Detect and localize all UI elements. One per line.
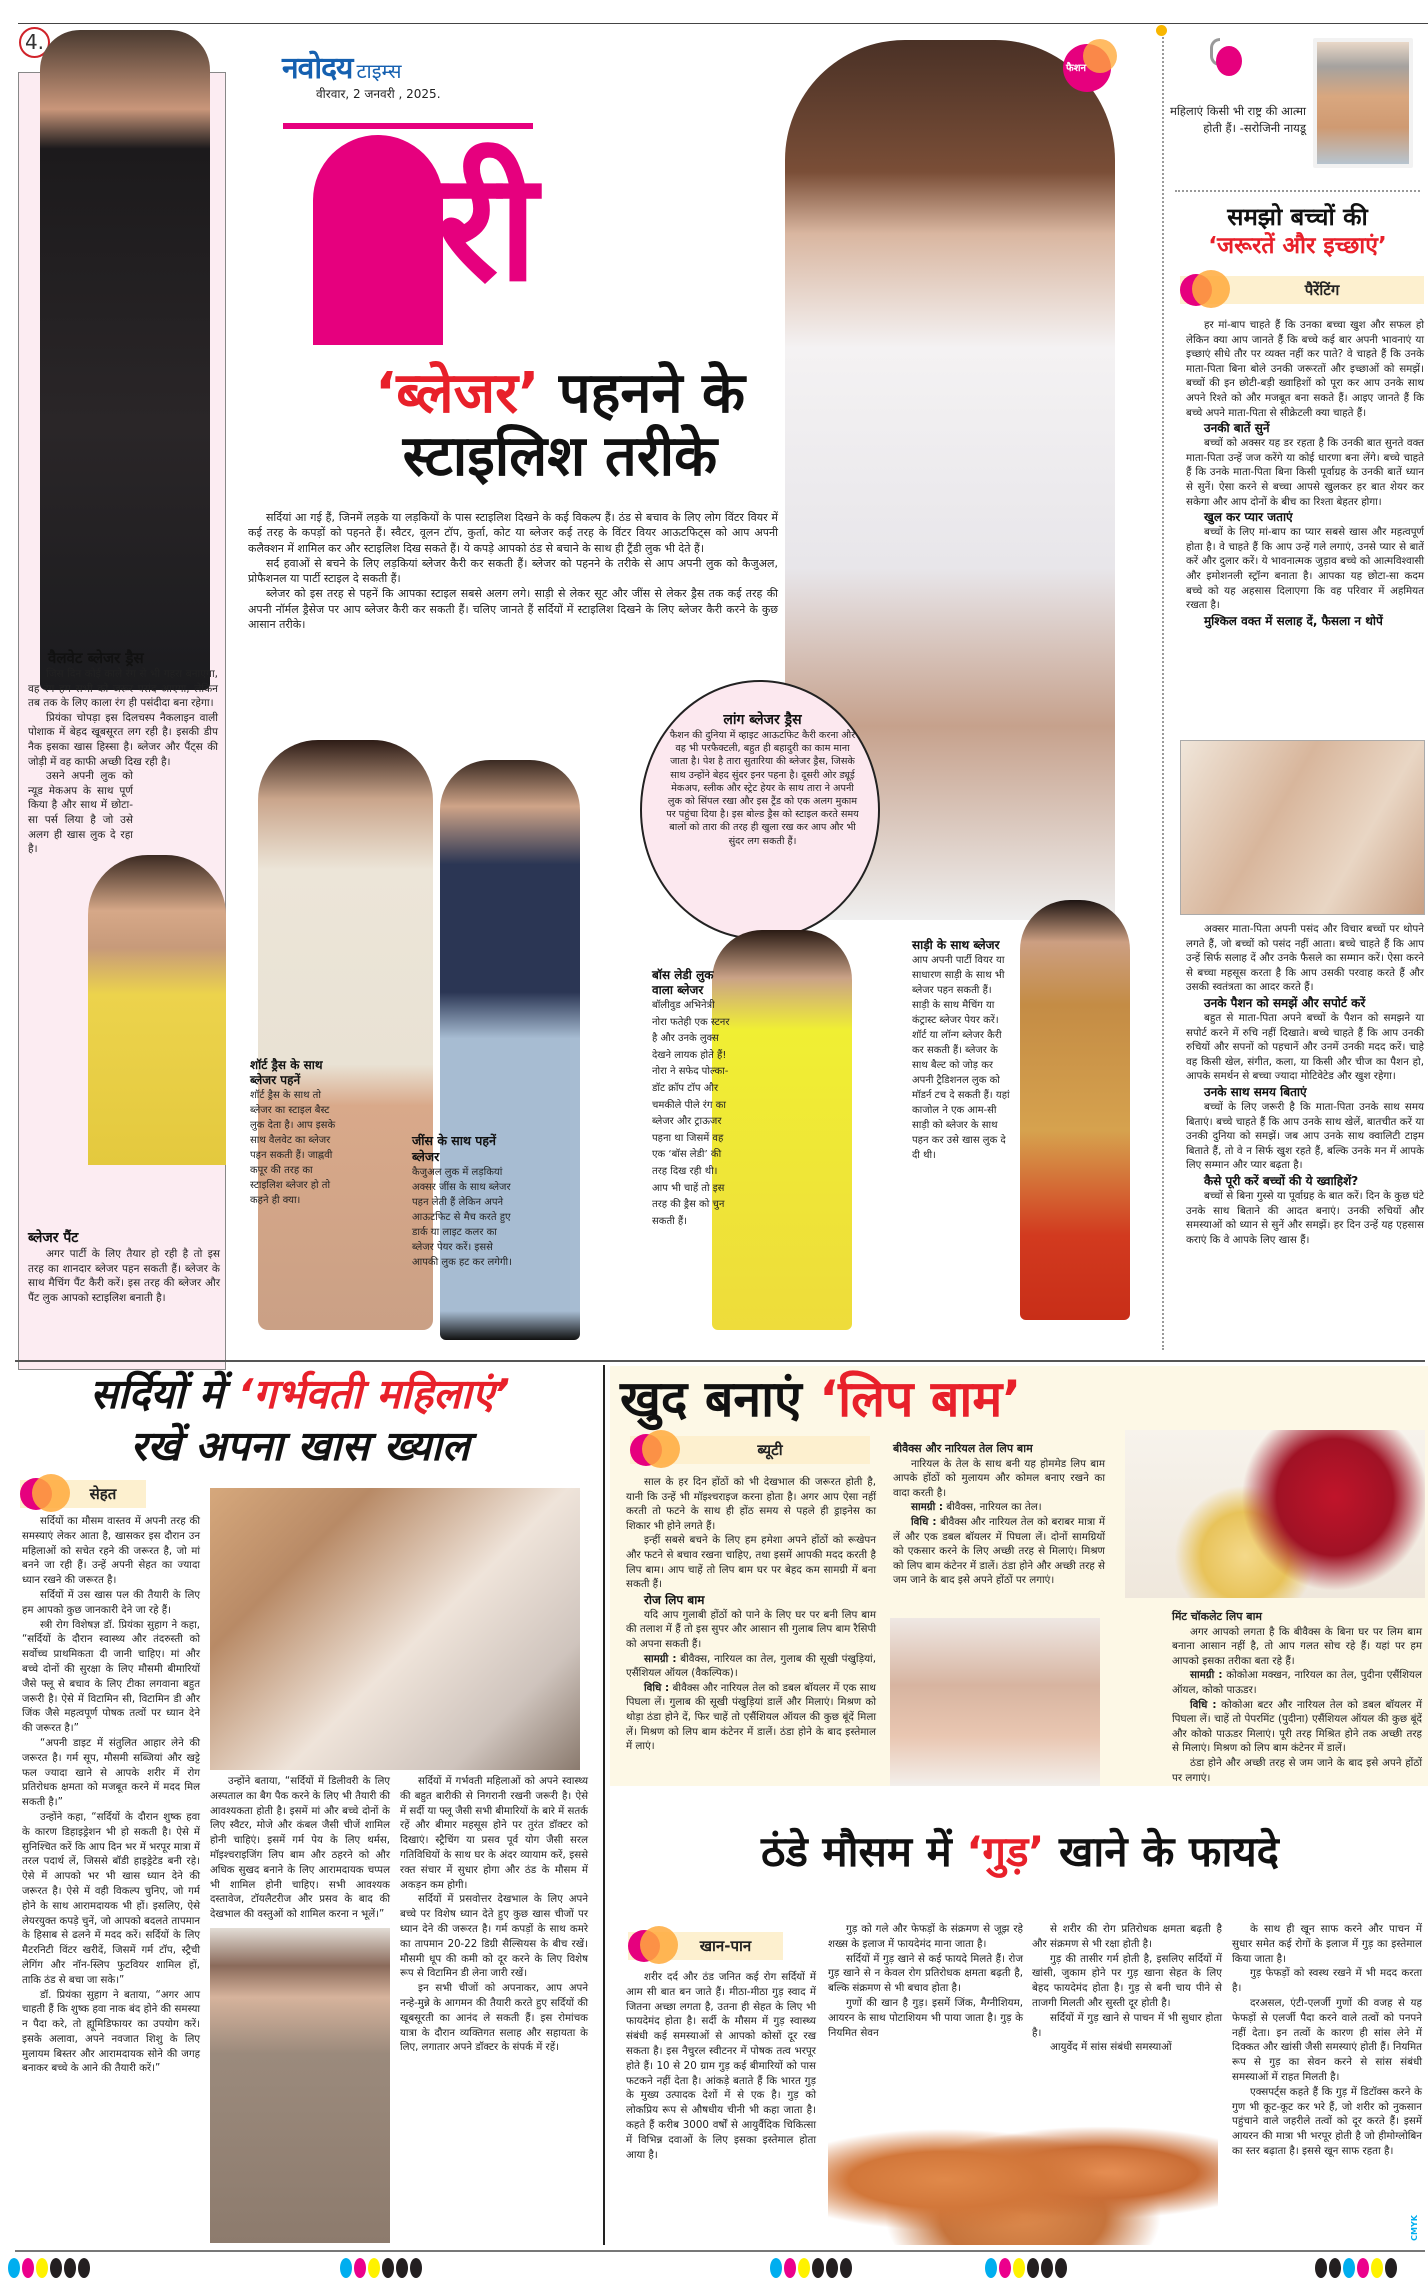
boss-lady-text: बॉलीवुड अभिनेत्री नोरा फतेही एक स्टनर है और उनके लुक्स देखने लायक होते हैं! नोरा ने सफेद पोल्का-डॉट क्रॉप टॉप और चमकीले पीले रंग का ब्लेजर और ट्राऊजर पहना था जिसमें वह एक ‘बॉस लेडी’ की तरह दिख रही थी। आप भी चाहें तो इस तरह की ड्रैस को चुन सकती हैं। <box>652 1000 730 1227</box>
long-blazer-section <box>665 712 860 848</box>
parenting-subhead: उनकी बातें सुनें <box>1204 421 1270 436</box>
headline-part: रखें अपना खास ख्याल <box>130 1422 470 1470</box>
recipe-title: मिंट चॉकलेट लिप बाम <box>1172 1610 1263 1623</box>
rose-balm-photo <box>1125 1430 1425 1598</box>
bottom-rule <box>15 2250 1425 2252</box>
recipe-title: रोज लिप बाम <box>644 1592 705 1607</box>
saree-title: साड़ी के साथ ब्लेजर <box>912 938 1000 952</box>
jeans-text: कैजुअल लुक में लड़कियां अक्सर जींस के साथ ब्लेजर पहन लेती हैं लेकिन अपने आऊटफिट से मैच करते हुए डार्क या लाइट कलर का ब्लेजर पेयर करें। इससे आपकी लुक हट कर लगेगी। <box>412 1167 512 1268</box>
jaggery-para: गुड़ की तासीर गर्म होती है, इसलिए सर्दियों में खांसी, जुकाम होने पर गुड़ खाना सेहत के लिए बेहद फायदेमंद होता है। गुड़ से बनी चाय पीने से ताजगी मिलती और सुस्ती दूर होती है। <box>1032 1952 1222 2009</box>
nora-photo <box>712 930 852 1330</box>
pregnancy-para: इन सभी चीजों को अपनाकर, आप अपने नन्हे-मुन्ने के आगमन की तैयारी करते हुए सर्दियों की खूबसूरती का आनंद ले सकती हैं। इस रोमांचक यात्रा के दौरान व्यक्तिगत सलाह और सहायता के लिए, लगातार अपने डॉक्टर के संपर्क में रहें। <box>400 1983 588 2054</box>
jaggery-para: गुड़ फेफड़ों को स्वस्थ रखने में भी मदद करता है। <box>1232 1967 1422 1995</box>
headline-part: पहनने के <box>558 361 746 426</box>
parenting-intro: हर मां-बाप चाहते हैं कि उनका बच्चा खुश और सफल हो लेकिन क्या आप जानते हैं कि बच्चे कई बार अपनी भावनाएं या इच्छाएं सीधे तौर पर व्यक्त नहीं कर पाते? वे चाहते हैं कि उनके माता-पिता बिना बोले उनकी जरूरतों और इच्छाओं को समझें। बच्चों की इन छोटी-बड़ी ख्वाहिशों को पूरा कर आप उनके साथ अपने रिश्ते को और मजबूत बना सकते हैं। आइए जानते हैं कि बच्चे अपने माता-पिता से सीक्रेटली क्या चाहते हैं। <box>1186 319 1424 419</box>
headline-part: सर्दियों में <box>90 1370 224 1418</box>
page-number: 4. <box>19 27 50 58</box>
sarojini-portrait <box>1313 38 1413 168</box>
registration-marks-1 <box>8 2258 92 2282</box>
headline-part: खाने के फायदे <box>1059 1827 1279 1876</box>
lipbalm-col1 <box>626 1475 876 1754</box>
parenting-subhead: खुल कर प्यार जताएं <box>1204 510 1293 525</box>
blazer-pant-section <box>28 1230 220 1305</box>
section-rule <box>15 1360 1425 1362</box>
pregnancy-para: स्त्री रोग विशेषज्ञ डॉ. प्रियंका सुहाग ने कहा, “सर्दियों के दौरान स्वास्थ्य और तंदरुस्ती को सर्वोच्च प्राथमिकता दी जानी चाहिए। मां और बच्चे दोनों की सुरक्षा के लिए मौसमी बीमारियों जैसे फ्लू से बचाव के लिए टीका लगवाना बहुत जरूरी है। ऐसे में विटामिन सी, विटामिन डी और जिंक जैसे महत्वपूर्ण पोषक तत्वों पर ध्यान देने की जरूरत है।” <box>22 1619 200 1735</box>
fashion-intro <box>248 510 778 632</box>
long-blazer-text: फैशन की दुनिया में व्हाइट आऊटफिट कैरी करना और वह भी परफैक्टली, बहुत ही बहादुरी का काम माना जाता है। पेश है तारा सुतारिया की ब्लेजर ड्रैस, जिसके साथ उन्होंने बेहद सुंदर इनर पहना है। दूसरी ओर ड्यूई मेकअप, स्लीक और स्ट्रेट हेयर के साथ तारा ने अपनी लुक को सिंपल रखा और इस ट्रैंड को एक अलग मुकाम पर पहुंचा दिया है। इस बोल्ड ड्रैस को स्टाइल करते समय बालों को तारा की तरह ही खुला रख कर आप और भी सुंदर लग सकती हैं। <box>666 730 859 847</box>
parenting-category-tag <box>1180 276 1424 304</box>
method-text: बीवैक्स और नारियल तेल को डबल बॉयलर में एक साथ पिघला लें। गुलाब की सूखी पंखुड़ियां डालें और मिलाएं। मिश्रण को थोड़ा ठंडा होने दें, फिर चाहें तो एसैंशियल ऑयल की कुछ बूंदें मिला लें। मिश्रण को लिप बाम कंटेनर में डालें। ठंडा होने के बाद इस्तेमाल में लाएं। <box>626 1681 876 1753</box>
lip-balm-model-photo <box>890 1618 1100 1786</box>
jaggery-headline <box>615 1822 1425 1882</box>
intro-para: सर्दियां आ गई हैं, जिनमें लड़के या लड़कियों के पास स्टाइलिश दिखने के कई विकल्प हैं। ठंड से बचाव के लिए लोग विंटर वियर में कई तरह के कपड़ों को पहनते हैं। स्वैटर, वूलन टॉप, कुर्ता, कोट या ब्लेजर कई तरह के विंटर वियर आऊटफिट्स को आप अपनी कलैक्शन में शामिल कर और स्टाइलिश दिख सकते हैं। ये कपड़े आपको ठंड से बचाने के साथ ही ट्रैंडी लुक भी देते हैं। <box>248 511 778 555</box>
mother-child-photo <box>1180 740 1425 915</box>
jaggery-photo <box>828 2100 1218 2245</box>
baby-photo <box>210 1488 580 1770</box>
short-dress-text: शॉर्ट ड्रैस के साथ तो ब्लेजर का स्टाइल बैस्ट लुक देता है। आप इसके साथ वैलवेट का ब्लेजर पहन सकती हैं। जाह्नवी कपूर की तरह का स्टाइलिश ब्लेजर हो तो कहने ही क्या। <box>250 1090 336 1206</box>
method-label: विधि : <box>911 1515 937 1528</box>
blazer-pant-text: अगर पार्टी के लिए तैयार हो रही है तो इस तरह का शानदार ब्लेजर पहन सकती हैं। ब्लेजर के साथ मैचिंग पैंट कैरी करें। इस तरह की ब्लेजर और पैंट लुक आपको स्टाइलिश बनाती है। <box>28 1248 220 1304</box>
long-blazer-title: लांग ब्लेजर ड्रैस <box>723 712 802 728</box>
jeans-title: जींस के साथ पहनें ब्लेजर <box>412 1133 496 1164</box>
jaggery-para: से शरीर की रोग प्रतिरोधक क्षमता बढ़ती है और संक्रमण से भी रक्षा होती है। <box>1032 1923 1222 1950</box>
recipe-intro: अगर आपको लगता है कि बीवैक्स के बिना घर पर लिम बाम बनाना आसान नहीं है, तो आप गलत सोच रहे हैं। यहां पर हम आपको इसका तरीका बता रहे हैं। <box>1172 1625 1422 1667</box>
parenting-subhead: कैसे पूरी करें बच्चों की ये ख्वाहिशें? <box>1204 1173 1359 1188</box>
jaggery-col4 <box>1232 1922 1422 2159</box>
saree-section <box>912 938 1012 1163</box>
boss-lady-section <box>652 968 732 1230</box>
pregnancy-para: उन्होंने बताया, “सर्दियों में डिलीवरी के लिए अस्पताल का बैग पैक करने के लिए भी तैयारी की आवश्यकता होती है। इसमें मां और बच्चे दोनों के लिए स्वैटर, मोजे और कंबल जैसी चीजें शामिल होनी चाहिएं। इसमें गर्म पेय के लिए थर्मस, मॉइश्चराइजिंग लिप बाम और ठहरने को और अधिक सुखद बनाने के लिए आरामदायक चप्पल भी शामिल होनी चाहिए। सभी आवश्यक दस्तावेज, टॉयलैटरीज और प्रसव के बाद की देखभाल की वस्तुओं को शामिल करना न भूलें।” <box>210 1776 390 1921</box>
jaggery-col2 <box>828 1922 1023 2040</box>
parenting-headline <box>1170 202 1425 260</box>
jaggery-col1 <box>626 1970 816 2162</box>
jaggery-para: गुणों की खान है गुड़। इसमें जिंक, मैग्नीशियम, आयरन के साथ पोटाशियम भी पाया जाता है। गुड़ के नियमित सेवन <box>828 1996 1023 2039</box>
jaggery-para: सर्दियों में गुड़ खाने से पाचन में भी सुधार होता है। <box>1032 2011 1222 2039</box>
beauty-category-label: ब्यूटी <box>757 1441 783 1459</box>
registration-marks-3 <box>770 2258 854 2282</box>
brand-logo: नवोदय <box>282 51 353 86</box>
jaggery-para: शरीर दर्द और ठंड जनित कई रोग सर्दियों में आम सी बात बन जाते हैं। मीठा-मीठा गुड़ स्वाद में जितना अच्छा लगता है, उतना ही सेहत के लिए भी फायदेमंद होता है। सर्दी के मौसम में गुड़ स्वास्थ्य संबंधी कई समस्याओं से आपको कोसों दूर रख सकता है। इस नैचुरल स्वीटनर में पोषक तत्व भरपूर होते हैं। 10 से 20 ग्राम गुड़ कई बीमारियों को पास फटकने नहीं देता है। आंकड़े बताते हैं कि भारत गुड़ के मुख्य उत्पादक देशों में से एक है। गुड़ को लोकप्रिय रूप से औषधीय चीनी भी कहा जाता है। कहते हैं करीब 3000 वर्षों से आयुर्वैदिक चिकित्सा में विभिन्न दवाओं के लिए इसका इस्तेमाल होता आया है। <box>626 1971 816 2161</box>
health-category-label: सेहत <box>89 1485 117 1503</box>
lipbalm-col2 <box>893 1442 1105 1588</box>
headline-highlight: ‘जरूरतें और इच्छाएं’ <box>1208 233 1387 259</box>
pregnancy-para: उन्होंने कहा, “सर्दियों के दौरान शुष्क हवा के कारण डिहाइड्रेशन भी हो सकती है। ऐसे में सुनिश्चित करें कि आप दिन भर में भरपूर मात्रा में तरल पदार्थ लें, जिससे बॉडी हाइड्रेटेड बनी रहे। ऐसे में आपको भर भी खास ध्यान देने की जरूरत है। ऐसे में वही विकल्प चुनिए, जो गर्म होने के साथ आरामदायक भी हों। इसलिए, ऐसे लेयरयुक्त कपड़े चुनें, जो आपको बदलते तापमान के हिसाब से ढलने में मदद करें। सर्दियों के लिए मैटरनिटी विंटर खरीदें, जिसमें गर्म टॉप, स्ट्रैची लेगिंग और नॉन-स्लिप फुटवियर शामिल हों, ताकि ठंड से बचा जा सके।” <box>22 1811 200 1986</box>
parenting-subhead: उनके साथ समय बिताएं <box>1204 1084 1307 1099</box>
parenting-para: बहुत से माता-पिता अपने बच्चों के पैशन को समझने या सपोर्ट करने में रुचि नहीं दिखाते। बच्चे चाहते हैं कि आप उनकी रुचियों और सपनों को पहचानें और उनमें उनकी मदद करें। चाहे वह किसी खेल, संगीत, कला, या किसी और चीज का पैशन हो, आपके समर्थन से बच्चा ज्यादा मोटिवेटेड और खुश रहेगा। <box>1186 1011 1424 1083</box>
parenting-para: अक्सर माता-पिता अपनी पसंद और विचार बच्चों पर थोपने लगते हैं, जो बच्चों को पसंद नहीं आता। बच्चे चाहते हैं कि आप उन्हें सिर्फ सलाह दें और उनके फैसले का सम्मान करें। ऐसा करने से बच्चा महसूस करता है कि आप उसकी परवाह करते हैं और उसकी स्वतंत्रता का आदर करते हैं। <box>1186 923 1424 994</box>
parenting-body <box>1186 318 1424 629</box>
recipe-intro: नारियल के तेल के साथ बनी यह होममेड लिप बाम आपके होंठों को मुलायम और कोमल बनाए रखने का वादा करती है। <box>893 1457 1105 1499</box>
method-label: विधि : <box>1190 1698 1217 1711</box>
registration-marks-2 <box>340 2258 424 2282</box>
brand-suffix: टाइम्स <box>356 59 402 83</box>
registration-marks-4 <box>985 2258 1069 2282</box>
headline-part: खुद बनाएं <box>620 1370 802 1428</box>
health-category-tag <box>20 1480 146 1508</box>
velvet-title: वैलवेट ब्लेजर ड्रैस <box>48 649 144 667</box>
pregnancy-para: डॉ. प्रियंका सुहाग ने बताया, “अगर आप चाहती हैं कि शुष्क हवा नाक बंद होने की समस्या न पैदा करे, तो ह्यूमिडिफायर का उपयोग करें। इसके अलावा, अपने नवजात शिशु के लिए मुलायम बिस्तर और आरामदायक सोने की जगह बनाकर बच्चे के आने की तैयारी करें।” <box>22 1989 200 2075</box>
ingredients-text: बीवैक्स, नारियल का तेल, गुलाब की सूखी पंखुड़ियां, एसैंशियल ऑयल (वैकल्पिक)। <box>626 1652 877 1680</box>
divider-dot <box>1156 25 1167 36</box>
lipbalm-headline <box>620 1366 1120 1432</box>
fashion-category-label: फैशन <box>1066 63 1087 74</box>
jaggery-para: सर्दियों में गुड़ खाने से कई फायदे मिलते हैं। रोज गुड़ खाने से न केवल रोग प्रतिरोधक क्षमता बढ़ती है, बल्कि संक्रमण से भी बचाव होता है। <box>828 1952 1023 1995</box>
ingredients-label: सामग्री : <box>1190 1669 1223 1682</box>
velvet-para: उसने अपनी लुक को न्यूड मेकअप के साथ पूर्ण किया है और साथ में छोटा-सा पर्स लिया है जो उसे अलग ही खास लुक दे रहा है। <box>28 770 133 856</box>
pregnancy-col3 <box>400 1775 588 2056</box>
fashion-category-badge <box>1063 44 1111 92</box>
headline-highlight: ‘लिप बाम’ <box>819 1370 1022 1428</box>
lipbalm-para: साल के हर दिन होंठों को भी देखभाल की जरूरत होती है, यानी कि उन्हें भी मॉइश्चराइज करना होता है। अगर आप ऐसा नहीं करती तो फटने के साथ ही होंठ समय से पहले ही ड्राइनेस का शिकार भी होने लगते हैं। <box>626 1476 876 1532</box>
recipe-outro: ठंडा होने और अच्छी तरह से जम जाने के बाद इसे अपने होंठों पर लगाएं। <box>1172 1756 1422 1784</box>
ingredients-label: सामग्री : <box>911 1501 943 1514</box>
headline-highlight: ‘ब्लेजर’ <box>374 361 540 426</box>
method-text: बीवैक्स और नारियल तेल को बराबर मात्रा में लें और एक डबल बॉयलर में पिघला लें। दोनों सामग्रियों को एकसार करने के लिए अच्छी तरह से मिलाएं। मिश्रण को लिप बाम कंटेनर में डालें। ठंडा होने और अच्छी तरह से जम जाने के बाद इसे अपने होंठों पर लगाएं। <box>893 1515 1105 1587</box>
beauty-category-tag <box>630 1436 870 1464</box>
short-dress-section <box>250 1058 340 1208</box>
jaggery-col3 <box>1032 1922 1222 2055</box>
headline-part: समझो बच्चों की <box>1227 203 1368 231</box>
quote-mark-icon <box>1208 38 1242 78</box>
jaggery-para: दरअसल, एंटी-एलर्जी गुणों की वजह से यह फेफड़ों से एलर्जी पैदा करने वाले तत्वों को पनपने नहीं देता। इन तत्वों के कारण ही सांस लेने में दिक्कत और खांसी जैसी समस्याएं होती हैं। नियमित रूप से गुड़ का सेवन करने से सांस संबंधी समस्याओं में राहत मिलती है। <box>1232 1996 1422 2083</box>
pregnancy-col1 <box>22 1515 200 2077</box>
top-rule <box>18 23 1428 24</box>
method-text: कोकोआ बटर और नारियल तेल को डबल बॉयलर में पिघला लें। चाहें तो पेपरमिंट (पुदीना) एसैंशियल ऑयल की कुछ बूंदें और कोको पाऊडर मिलाएं। पूरी तरह मिश्रित होने तक अच्छी तरह से मिलाएं। मिश्रण को लिप बाम कंटेनर में डालें। <box>1172 1698 1422 1755</box>
lipbalm-col3 <box>1172 1610 1422 1785</box>
pregnancy-para: “अपनी डाइट में संतुलित आहार लेने की जरूरत है। गर्म सूप, मौसमी सब्जियां और खट्टे फल ज्यादा खाने से आपके शरीर में रोग प्रतिरोधक क्षमता को मजबूत करने में मदद मिल सकती है।” <box>22 1737 200 1809</box>
ingredients-label: सामग्री : <box>644 1652 677 1665</box>
jaggery-para: गुड़ को गले और फेफड़ों के संक्रमण से जूझ रहे शख्स के इलाज में फायदेमंद माना जाता है। <box>828 1923 1023 1950</box>
cmyk-label: CMYK <box>1410 2215 1419 2241</box>
intro-para: सर्द हवाओं से बचने के लिए लड़कियां ब्लेजर कैरी कर सकती हैं। ब्लेजर को पहनने के तरीके से आप अपनी लुक को कैजुअल, प्रोफैशनल या पार्टी स्टाइल दे सकती हैं। <box>248 556 778 586</box>
quote-text: महिलाएं किसी भी राष्ट्र की आत्मा होती हैं। -सरोजिनी नायडू <box>1169 104 1306 135</box>
velvet-para: जिस दिन कोई काले रंग से भी गहरा बनाएगा, वह रंग हम सभी को जरूर पसंद आएगा, लेकिन तब तक के लिए काला रंग ही पसंदीदा बना रहेगा। <box>28 668 218 710</box>
issue-date: वीरवार, 2 जनवरी , 2025. <box>316 87 441 101</box>
jaggery-para: एक्सपर्ट्स कहते हैं कि गुड़ में डिटॉक्स करने के गुण भी कूट-कूट कर भरे हैं, जो शरीर को नुकसान पहुंचाने वाले जहरीले तत्वों को दूर करते हैं। इसमें आयरन की मात्रा भी भरपूर होती है जो हीमोग्लोबिन का स्तर बढ़ाता है। इससे खून साफ रहता है। <box>1232 2085 1422 2157</box>
velvet-blazer-section <box>28 650 218 857</box>
janhvi-photo <box>258 740 433 1330</box>
headline-part: स्टाइलिश तरीके <box>402 424 718 489</box>
parenting-body-cont <box>1186 922 1424 1247</box>
headline-highlight: ‘गुड़’ <box>966 1827 1045 1876</box>
jaggery-para: के साथ ही खून साफ करने और पाचन में सुधार समेत कई रोगों के इलाज में गुड़ का इस्तेमाल किया जाता है। <box>1232 1923 1422 1965</box>
ingredients-text: कोकोआ मक्खन, नारियल का तेल, पुदीना एसैंशियल ऑयल, कोको पाऊडर। <box>1172 1669 1422 1696</box>
pregnant-woman-photo <box>210 1928 390 2243</box>
quote-divider <box>1175 190 1420 192</box>
ingredients-text: बीवैक्स, नारियल का तेल। <box>946 1501 1042 1514</box>
section-title: नारी <box>323 141 530 315</box>
parenting-subhead: उनके पैशन को समझें और सपोर्ट करें <box>1204 995 1366 1010</box>
vertical-divider <box>603 1365 605 2245</box>
intro-para: ब्लेजर को इस तरह से पहनें कि आपका स्टाइल सबसे अलग लगे। साड़ी से लेकर सूट और जींस से लेकर ड्रैस तक कई तरह की अपनी नॉर्मल ड्रैसेज पर आप ब्लेजर कैरी कर सकती हैं। चलिए जानते हैं सर्दियों में स्टाइलिश दिखने के लिए ब्लेजर कैरी करने के कुछ आसान तरीके। <box>248 587 778 632</box>
column-divider <box>1162 30 1164 1350</box>
parenting-para: बच्चों के लिए जरूरी है कि माता-पिता उनके साथ समय बिताएं। बच्चे चाहते हैं कि आप उनके साथ खेलें, बातचीत करें या उनकी दुनिया को समझें। जब आप उनके साथ क्वालिटी टाइम बिताते हैं, तो वे न सिर्फ खुश रहते हैं, बल्कि उनके मन में आपके लिए सम्मान और प्यार बढ़ता है। <box>1186 1100 1424 1172</box>
method-label: विधि : <box>644 1681 670 1694</box>
headline-part: ठंडे मौसम में <box>761 1827 952 1876</box>
parenting-subhead: मुश्किल वक्त में सलाह दें, फैसला न थोपें <box>1204 613 1383 628</box>
parenting-para: बच्चों को अक्सर यह डर रहता है कि उनकी बात सुनते वक्त माता-पिता उन्हें जज करेंगे या कोई धारणा बना लेंगे। बच्चे चाहते हैं कि उनके माता-पिता बिना किसी पूर्वाग्रह के उनकी बातें ध्यान से सुनें। ऐसा करने से बच्चा आपसे खुलकर हर बात शेयर कर सकेगा और आप दोनों के बीच का रिश्ता बेहतर होगा। <box>1186 437 1424 508</box>
jeans-section <box>412 1133 512 1270</box>
saree-text: आप अपनी पार्टी वियर या साधारण साड़ी के साथ भी ब्लेजर पहन सकती हैं। साड़ी के साथ मैचिंग या कंट्रास्ट ब्लेजर पेयर करें। शॉर्ट या लॉन्ग ब्लेजर कैरी कर सकती हैं। ब्लेजर के साथ बैल्ट को जोड़ कर अपनी ट्रैडिशनल लुक को मॉडर्न टच दे सकती हैं। यहां काजोल ने एक आम-सी साड़ी को ब्लेजर के साथ पहन कर उसे खास लुक दे दी थी। <box>912 955 1010 1161</box>
boss-lady-title: बॉस लेडी लुक वाला ब्लेजर <box>652 968 714 997</box>
registration-marks-5 <box>1315 2258 1399 2282</box>
headline-highlight: ‘गर्भवती महिलाएं’ <box>237 1370 510 1418</box>
blazer-pant-title: ब्लेजर पैंट <box>28 1230 79 1246</box>
section-banner <box>283 123 533 343</box>
parenting-para: बच्चों से बिना गुस्से या पूर्वाग्रह के बात करें। दिन के कुछ घंटे उनके साथ बिताने की आदत बनाएं। उनकी रुचियों और समस्याओं को ध्यान से सुनें और समझें। हर दिन उन्हें यह एहसास कराएं कि वे आपके लिए खास हैं। <box>1186 1189 1424 1246</box>
pregnancy-col2 <box>210 1775 390 1923</box>
pregnancy-para: सर्दियों का मौसम वास्तव में अपनी तरह की समस्याएं लेकर आता है, खासकर इस दौरान उन महिलाओं को सचेत रहने की जरूरत है, जो मां बनने जा रही हैं। उन्हें अपनी सेहत का ज्यादा ध्यान रखने की जरूरत है। <box>22 1516 200 1587</box>
alia-photo <box>88 855 226 1165</box>
recipe-intro: यदि आप गुलाबी होंठों को पाने के लिए घर पर बनी लिप बाम की तलाश में हैं तो इस सुपर और आसान सी गुलाब लिप बाम रैसिपी को अपना सकती हैं। <box>626 1608 876 1650</box>
food-category-label: खान-पान <box>699 1937 752 1955</box>
pregnancy-para: सर्दियों में उस खास पल की तैयारी के लिए हम आपको कुछ जानकारी देने जा रहे हैं। <box>22 1589 200 1616</box>
kajol-photo <box>1020 900 1130 1320</box>
food-category-tag <box>628 1932 783 1960</box>
parenting-para: बच्चों के लिए मां-बाप का प्यार सबसे खास और महत्वपूर्ण होता है। वे चाहते हैं कि आप उन्हें गले लगाएं, उनसे प्यार से बातें करें और दुलार करें। ये भावनात्मक जुड़ाव बच्चे को आत्मविश्वासी और इमोशनली स्ट्रॉन्ग बनाता है। आपका यह छोटा-सा कदम बच्चे को यह अहसास दिलाएगा कि वह परिवार में अहमियत रखता है। <box>1186 526 1424 612</box>
pregnancy-para: सर्दियों में प्रसवोत्तर देखभाल के लिए अपने बच्चे पर विशेष ध्यान देते हुए कुछ खास चीजों पर ध्यान देने की जरूरत है। गर्म कपड़ों के साथ कमरे का तापमान 20-22 डिग्री सैल्सियस के बीच रखें। मौसमी धूप की कमी को दूर करने के लिए विशेष रूप से विटामिन डी लेना जारी रखें। <box>400 1894 588 1980</box>
velvet-para: प्रियंका चोपड़ा इस दिलचस्प नैकलाइन वाली पोशाक में बेहद खूबसूरत लग रही है। इसकी डीप नैक इसका खास हिस्सा है। ब्लेजर और पैंट्स की जोड़ी में वह काफी अच्छी दिख रही है। <box>28 711 218 768</box>
pregnancy-headline <box>20 1368 580 1472</box>
recipe-title: बीवैक्स और नारियल तेल लिप बाम <box>893 1442 1033 1455</box>
fashion-headline <box>330 362 790 488</box>
parenting-category-label: पैरेंटिंग <box>1304 281 1340 299</box>
jaggery-para: आयुर्वेद में सांस संबंधी समस्याओं <box>1050 2041 1172 2054</box>
priyanka-photo <box>40 30 210 690</box>
masthead <box>282 46 522 102</box>
short-dress-title: शॉर्ट ड्रैस के साथ ब्लेजर पहनें <box>250 1058 323 1087</box>
lipbalm-para: इन्हीं सबसे बचने के लिए हम हमेशा अपने होंठों को रूखेपन और फटने से बचाव रखना चाहिए, तथा इसमें आपकी मदद करती है लिप बाम। आप चाहें तो लिप बाम घर पर बेहद कम सामग्री में बना सकती हैं। <box>626 1534 876 1591</box>
pregnancy-para: सर्दियों में गर्भवती महिलाओं को अपने स्वास्थ्य की बहुत बारीकी से निगरानी रखनी जरूरी है। ऐसे में सर्दी या फ्लू जैसी सभी बीमारियों के बारे में सतर्क रहें और बीमार महसूस होने पर तुरंत डॉक्टर को दिखाएं। स्ट्रैचिंग या प्रसव पूर्व योग जैसी सरल गतिविधियों के साथ घर के अंदर व्यायाम करें, इससे रक्त संचार में सुधार होगा और ठंड के मौसम में अकड़न कम होगी। <box>400 1776 588 1891</box>
